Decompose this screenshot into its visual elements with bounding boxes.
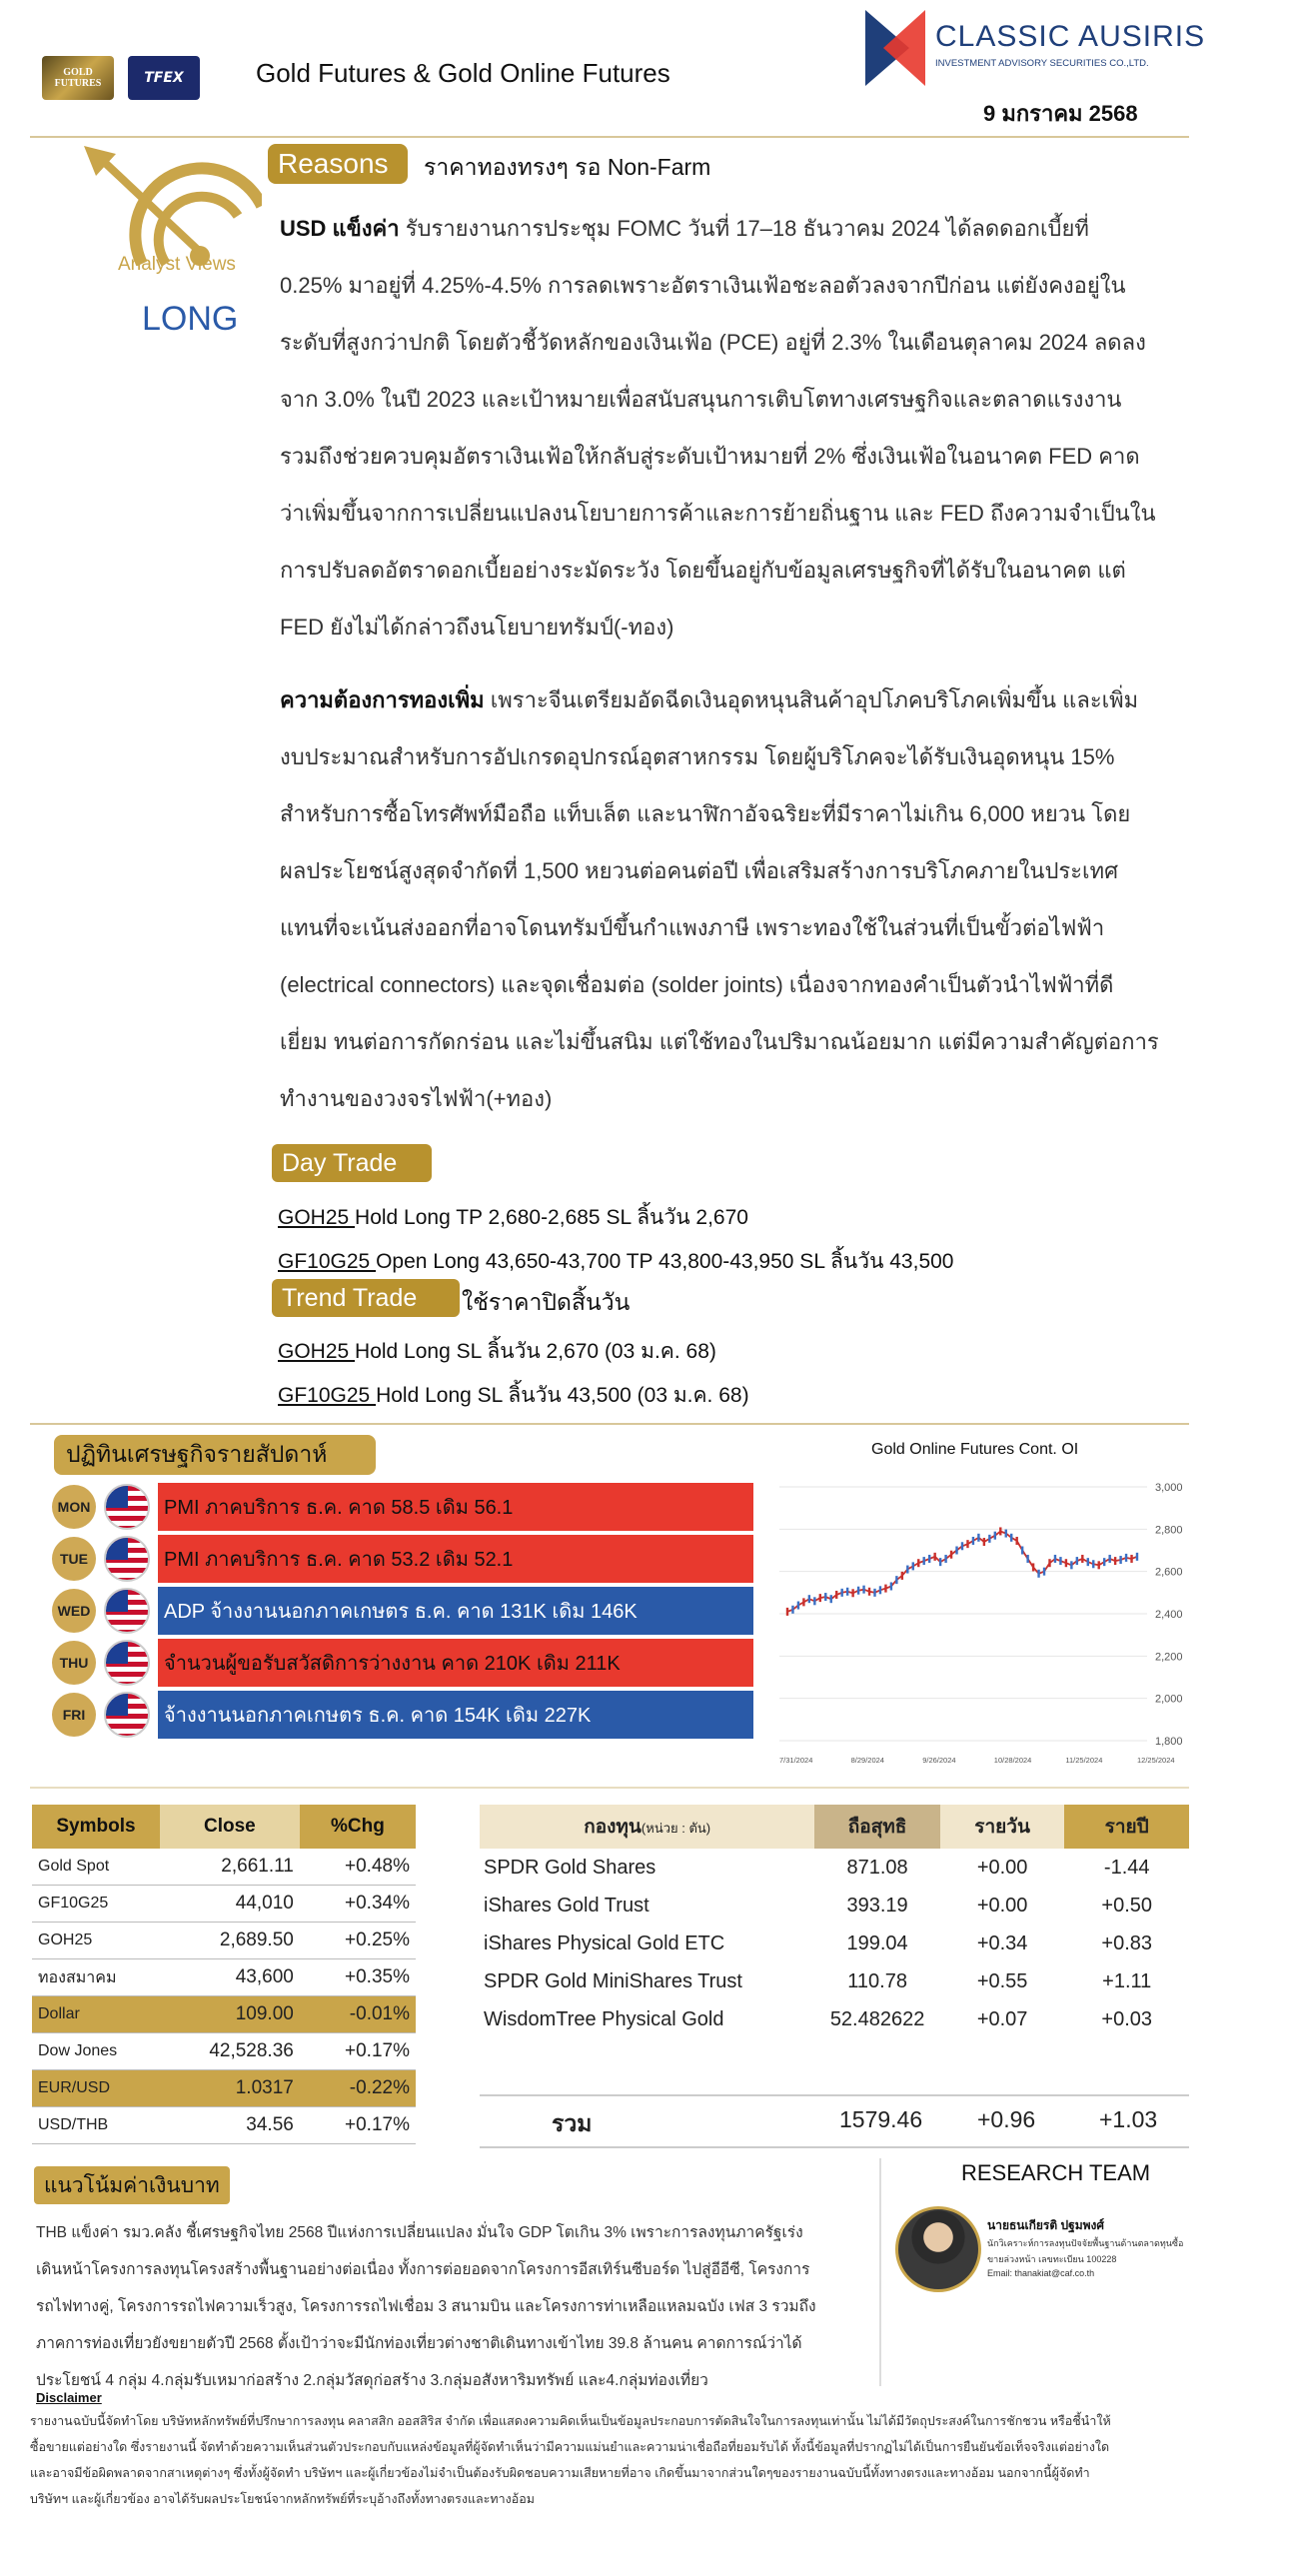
header-close: Close: [160, 1805, 300, 1849]
symbols-table-row: [32, 2107, 416, 2144]
symbols-table-row: [32, 1959, 416, 1996]
symbols-table-row: [32, 1886, 416, 1923]
trend-trade-symbol-1: GOH25: [278, 1340, 356, 1363]
close-cell: 42,528.36: [160, 2033, 300, 2070]
yearly-change-cell: +0.83: [1101, 1932, 1152, 1954]
chart-candle: [983, 1538, 985, 1546]
chart-candle: [917, 1559, 919, 1567]
chart-candle: [1103, 1558, 1105, 1566]
tfex-logo: [128, 56, 200, 100]
baht-line-1: THB แข็งค่า รมว.คลัง ชี้เศรษฐกิจไทย 2568 ปีแห่งการเปลี่ยนแปลง มั่นใจ GDP โตเกิน 3% เพราะการลงทุนภาครัฐเร่ง: [36, 2224, 803, 2241]
chart-candle: [895, 1576, 897, 1584]
chart-candle: [797, 1602, 799, 1610]
analyst-email: Email: thanakiat@caf.co.th: [987, 2268, 1095, 2278]
chart-x-tick-label: 9/26/2024: [922, 1756, 956, 1765]
chg-cell: +0.25%: [300, 1923, 416, 1959]
header-chg: %Chg: [300, 1805, 416, 1849]
etf-total-net: 1579.46: [839, 2106, 923, 2132]
reason-2-line-2: งบประมาณสำหรับการอัปเกรดอุปกรณ์อุตสาหกรรม โดยผู้บริโภคจะได้รับเงินอุดหนุน 15%: [280, 744, 1115, 769]
close-cell: 2,661.11: [160, 1849, 300, 1886]
analyst-role-1: นักวิเคราะห์การลงทุนปัจจัยพื้นฐานด้านตลาดทุนซื้อ: [987, 2238, 1184, 2248]
etf-total-row: [480, 2094, 1189, 2148]
chart-candle: [857, 1587, 859, 1595]
chart-candle: [884, 1585, 886, 1593]
etf-table-row: [480, 1962, 1189, 2000]
symbols-table-header: [32, 1805, 416, 1849]
analyst-avatar: [895, 2206, 981, 2292]
chart-candle: [901, 1572, 903, 1580]
gold-futures-logo-text: GOLD FUTURES: [54, 67, 102, 89]
chart-candle: [1076, 1557, 1078, 1565]
chart-candle: [939, 1558, 941, 1566]
chart-candle: [879, 1586, 881, 1594]
baht-line-2: เดินหน้าโครงการลงทุนโครงสร้างพื้นฐานอย่างต่อเนื่อง ทั้งการต่อยอดจากโครงการอีสเทิร์นซีบอร์ด ไปสู่อีอีซี, โครงการ: [36, 2261, 810, 2278]
chart-candle: [808, 1595, 810, 1603]
symbols-table-row: [32, 1849, 416, 1886]
chart-candle: [928, 1555, 930, 1563]
baht-outlook-label-text: แนวโน้มค่าเงินบาท: [44, 2173, 220, 2197]
chart-candle: [890, 1582, 892, 1590]
fund-name-cell: SPDR Gold MiniShares Trust: [484, 1969, 742, 1992]
chart-candle: [1059, 1557, 1061, 1565]
chart-candle: [819, 1594, 821, 1602]
trend-trade-line-1: GOH25 Hold Long SL ลิ้นวัน 2,670 (03 ม.ค. 68): [278, 1340, 716, 1363]
chart-x-tick-label: 7/31/2024: [779, 1756, 813, 1765]
symbol-cell: GF10G25: [32, 1886, 160, 1923]
calendar-event-thu: จำนวนผู้ขอรับสวัสดิการว่างงาน คาด 210K เดิม 211K: [158, 1639, 753, 1687]
reason-2-line-7: เยี่ยม ทนต่อการกัดกร่อน และไม่ขึ้นสนิม แต่ใช้ทองในปริมาณน้อยมาก แต่มีความสำคัญต่อการ: [280, 1029, 1159, 1054]
research-team-box: [879, 2158, 1193, 2386]
us-flag-icon: [104, 1588, 150, 1634]
chg-cell: -0.22%: [300, 2070, 416, 2107]
reason-1-line-3: ระดับที่สูงกว่าปกติ โดยตัวชี้วัดหลักของเงินเฟ้อ (PCE) อยู่ที่ 2.3% ในเดือนตุลาคม 2024 ลดลง: [280, 330, 1146, 355]
fund-name-cell: SPDR Gold Shares: [484, 1856, 656, 1879]
chg-cell: +0.34%: [300, 1886, 416, 1923]
chart-candle: [955, 1547, 957, 1555]
chg-cell: +0.48%: [300, 1849, 416, 1886]
analyst-view-long: LONG: [142, 300, 239, 338]
chart-y-tick-label: 2,600: [1155, 1566, 1183, 1579]
chart-candle: [1054, 1555, 1056, 1563]
chart-candle: [824, 1593, 826, 1601]
reason-paragraph-2: [280, 671, 1199, 1127]
tfex-logo-text: TFEX: [144, 70, 184, 86]
trend-trade-label: [272, 1279, 460, 1317]
chart-x-tick-label: 12/25/2024: [1137, 1756, 1175, 1765]
chart-y-tick-label: 2,200: [1155, 1651, 1183, 1664]
baht-outlook-label: [34, 2166, 230, 2204]
chart-candle: [1108, 1555, 1110, 1563]
symbols-table-row: [32, 1996, 416, 2033]
net-holding-cell: 199.04: [846, 1932, 908, 1954]
chart-candle: [906, 1566, 908, 1574]
close-cell: 2,689.50: [160, 1923, 300, 1959]
symbol-cell: GOH25: [32, 1923, 160, 1959]
header-symbols: Symbols: [32, 1805, 160, 1849]
page-title: Gold Futures & Gold Online Futures: [256, 58, 670, 88]
chart-candle: [1119, 1556, 1121, 1564]
day-trade-label: [272, 1144, 432, 1182]
reason-2-line-5: แทนที่จะเน้นส่งออกที่อาจโดนทรัมป์ขึ้นกำแพงภาษี เพราะทองใช้ในส่วนที่เป็นขั้วต่อไฟฟ้า: [280, 915, 1105, 940]
net-holding-cell: 871.08: [846, 1856, 908, 1879]
disclaimer-line-2: ซื้อขายแต่อย่างใด ซึ่งรายงานนี้ จัดทำด้วยความเห็นส่วนตัวประกอบกับแหล่งข้อมูลที่ผู้จัดทำเห็นว่ามีความแม่นยำและความน่าเชื่อถือที่ยอมรับได้ ทั้งนี้ข้อมูลที่ปรากฏไม่ได้เป็นการยืนยันข้อเท็จจริงแต่อย่างใด: [30, 2440, 1110, 2454]
calendar-event-wed: ADP จ้างงานนอกภาคเกษตร ธ.ค. คาด 131K เดิม 146K: [158, 1587, 753, 1635]
day-trade-line-2: GF10G25 Open Long 43,650-43,700 TP 43,800-43,950 SL ลิ้นวัน 43,500: [278, 1250, 954, 1273]
trade-divider: [30, 1423, 1189, 1425]
chart-candle: [1087, 1558, 1089, 1566]
fund-name-cell: iShares Physical Gold ETC: [484, 1932, 725, 1954]
chart-candle: [972, 1537, 974, 1545]
chart-candle: [1021, 1547, 1023, 1555]
reason-1-line-7: การปรับลดอัตราดอกเบี้ยอย่างระมัดระวัง โดยขึ้นอยู่กับข้อมูลเศรษฐกิจที่ได้รับในอนาคต แต่: [280, 558, 1126, 583]
trend-trade-symbol-2: GF10G25: [278, 1384, 377, 1407]
chart-y-tick-label: 2,800: [1155, 1524, 1183, 1537]
chart-y-tick-label: 2,400: [1155, 1609, 1183, 1621]
chart-candle: [1125, 1554, 1127, 1562]
chart-candle: [1081, 1555, 1083, 1563]
chart-candle: [1114, 1557, 1116, 1565]
disclaimer-line-1: รายงานฉบับนี้จัดทำโดย บริษัทหลักทรัพย์ที่ปรึกษาการลงทุน คลาสสิก ออสสิริส จำกัด เพื่อแสดงความคิดเห็นเป็นข้อมูลประกอบการตัดสินใจในการลงทุนเท่านั้น ไม่ได้มีวัตถุประสงค์ในการชักชวน หรือชี้นำให้: [30, 2414, 1111, 2428]
chart-x-tick-label: 10/28/2024: [993, 1756, 1032, 1765]
chart-candle: [851, 1589, 853, 1597]
etf-table-row: [480, 1887, 1189, 1925]
etf-total-label: รวม: [552, 2110, 593, 2136]
yearly-change-cell: +0.50: [1101, 1894, 1152, 1917]
chart-candle: [835, 1591, 837, 1599]
calendar-label-text: ปฏิทินเศรษฐกิจรายสัปดาห์: [66, 1441, 328, 1467]
us-flag-icon: [104, 1536, 150, 1582]
chart-candle: [830, 1595, 832, 1603]
reasons-headline: ราคาทองทรงๆ รอ Non-Farm: [424, 154, 711, 180]
reason-2-line-1: ความต้องการทองเพิ่ม เพราะจีนเตรียมอัดฉีดเงินอุดหนุนสินค้าอุปโภคบริโภคเพิ่มขึ้น และเพิ่ม: [280, 687, 1139, 712]
fund-name-cell: WisdomTree Physical Gold: [484, 2007, 724, 2030]
chart-y-tick-label: 2,000: [1155, 1693, 1183, 1706]
day-trade-label-text: Day Trade: [282, 1148, 398, 1177]
reason-1-line-1: USD แข็งค่า รับรายงานการประชุม FOMC วันที่ 17–18 ธันวาคม 2024 ได้ลดดอกเบี้ยที่: [280, 216, 1089, 241]
chart-candle: [813, 1597, 815, 1605]
reason-1-lead: USD แข็งค่า: [280, 216, 400, 241]
symbol-cell: Gold Spot: [32, 1849, 160, 1886]
symbol-cell: EUR/USD: [32, 2070, 160, 2107]
reason-2-line-6: (electrical connectors) และจุดเชื่อมต่อ (solder joints) เนื่องจากทองคำเป็นตัวนำไฟฟ้าที่ดี: [280, 972, 1114, 997]
day-wed-badge: WED: [52, 1589, 96, 1633]
chart-y-tick-label: 3,000: [1155, 1482, 1183, 1494]
fund-name-cell: iShares Gold Trust: [484, 1894, 649, 1917]
calendar-label: [54, 1435, 376, 1475]
close-cell: 109.00: [160, 1996, 300, 2033]
header-daily: รายวัน: [940, 1805, 1065, 1849]
chart-candle: [1032, 1563, 1034, 1571]
chart-candle: [1015, 1537, 1017, 1545]
chart-candle: [862, 1586, 864, 1594]
reason-1-line-6: ว่าเพิ่มขึ้นจากการเปลี่ยนแปลงนโยบายการค้าและการย้ายถิ่นฐาน และ FED ถึงความจำเป็นใน: [280, 501, 1156, 526]
chg-cell: -0.01%: [300, 1996, 416, 2033]
baht-outlook-text: [36, 2214, 865, 2399]
close-cell: 34.56: [160, 2107, 300, 2144]
chart-candle: [966, 1540, 968, 1548]
target-arrow-icon: [82, 146, 262, 266]
symbol-cell: Dollar: [32, 1996, 160, 2033]
symbols-table-row: [32, 2070, 416, 2107]
chart-candle: [1070, 1561, 1072, 1569]
close-cell: 1.0317: [160, 2070, 300, 2107]
chart-candle: [1037, 1570, 1039, 1578]
chart-candle: [868, 1588, 870, 1596]
reason-1-line-4: จาก 3.0% ในปี 2023 และเป้าหมายเพื่อสนับสนุนการเติบโตทางเศรษฐกิจและตลาดแรงงาน: [280, 387, 1122, 412]
net-holding-cell: 52.482622: [829, 2007, 925, 2030]
chg-cell: +0.35%: [300, 1959, 416, 1996]
day-mon-badge: MON: [52, 1485, 96, 1529]
trend-trade-note: ใช้ราคาปิดสิ้นวัน: [462, 1289, 631, 1315]
us-flag-icon: [104, 1640, 150, 1686]
header-fund: [480, 1805, 814, 1849]
etf-table-row: [480, 1849, 1189, 1887]
chart-candle: [933, 1553, 935, 1561]
chart-candle: [999, 1527, 1001, 1535]
header-fund-label: กองทุน: [584, 1817, 642, 1838]
gold-futures-logo: [42, 56, 114, 100]
chart-candle: [1136, 1553, 1138, 1561]
company-subtitle: INVESTMENT ADVISORY SECURITIES CO.,LTD.: [935, 58, 1149, 69]
daily-change-cell: +0.55: [976, 1969, 1028, 1992]
day-tue-badge: TUE: [52, 1537, 96, 1581]
header-net: ถือสุทธิ: [814, 1805, 940, 1849]
etf-table-row: [480, 1925, 1189, 1962]
calendar-event-tue: PMI ภาคบริการ ธ.ค. คาด 53.2 เดิม 52.1: [158, 1535, 753, 1583]
analyst-name: นายธนเกียรติ ปฐมพงศ์: [987, 2218, 1105, 2232]
reason-2-line-4: ผลประโยชน์สูงสุดจำกัดที่ 1,500 หยวนต่อคนต่อปี เพื่อเสริมสร้างการบริโภคภายในประเทศ: [280, 858, 1119, 883]
chart-title: Gold Online Futures Cont. OI: [871, 1441, 1079, 1458]
reason-1-line-2: 0.25% มาอยู่ที่ 4.25%-4.5% การลดเพราะอัตราเงินเฟ้อชะลอตัวลงจากปีก่อน แต่ยังคงอยู่ใน: [280, 273, 1126, 298]
calendar-divider: [30, 1787, 1189, 1789]
chart-candle: [1010, 1534, 1012, 1542]
chart-x-tick-label: 8/29/2024: [850, 1756, 884, 1765]
close-cell: 44,010: [160, 1886, 300, 1923]
yearly-change-cell: +1.11: [1102, 1969, 1152, 1992]
net-holding-cell: 393.19: [846, 1894, 908, 1917]
chart-candle: [802, 1598, 804, 1606]
chart-candle: [912, 1562, 914, 1570]
symbols-table-row: [32, 1923, 416, 1959]
chart-candle: [923, 1557, 925, 1565]
calendar-event-fri: จ้างงานนอกภาคเกษตร ธ.ค. คาด 154K เดิม 227K: [158, 1691, 753, 1739]
baht-line-4: ภาคการท่องเที่ยวยังขยายตัวปี 2568 ตั้งเป้าว่าจะมีนักท่องเที่ยวต่างชาติเดินทางเข้าไทย 39.8 ล้านคน คาดการณ์ว่าได้: [36, 2335, 802, 2352]
report-date: 9 มกราคม 2568: [983, 101, 1138, 126]
company-name: CLASSIC AUSIRIS: [935, 20, 1206, 53]
reasons-label-text: Reasons: [278, 148, 389, 179]
reason-paragraph-1: [280, 200, 1199, 655]
symbol-cell: Dow Jones: [32, 2033, 160, 2070]
reason-2-line-3: สำหรับการซื้อโทรศัพท์มือถือ แท็บเล็ต และนาฬิกาอัจฉริยะที่มีราคาไม่เกิน 6,000 หยวน โดย: [280, 801, 1131, 826]
chart-x-tick-label: 11/25/2024: [1065, 1756, 1103, 1765]
chart-candle: [1043, 1568, 1045, 1576]
chart-candle: [950, 1551, 952, 1559]
reason-2-lead: ความต้องการทองเพิ่ม: [280, 687, 485, 712]
etf-table-header: [480, 1805, 1189, 1849]
close-cell: 43,600: [160, 1959, 300, 1996]
chg-cell: +0.17%: [300, 2033, 416, 2070]
baht-line-5: ประโยชน์ 4 กลุ่ม 4.กลุ่มรับเหมาก่อสร้าง 2.กลุ่มวัสดุก่อสร้าง 3.กลุ่มอสังหาริมทรัพย์ และ4.กลุ่มท่องเที่ยว: [36, 2372, 708, 2389]
chart-candle: [840, 1589, 842, 1597]
chart-candle: [1026, 1555, 1028, 1563]
chart-candle: [873, 1589, 875, 1597]
disclaimer-line-4: บริษัทฯ และผู้เกี่ยวข้อง อาจได้รับผลประโยชน์จากหลักทรัพย์ที่ระบุอ้างถึงทั้งทางตรงและทางอ้อม: [30, 2492, 535, 2506]
etf-total-yearly: +1.03: [1099, 2106, 1158, 2132]
chart-candle: [1005, 1530, 1007, 1538]
chart-candle: [1065, 1559, 1067, 1567]
chart-y-tick-label: 1,800: [1155, 1736, 1183, 1748]
reasons-label: [268, 144, 408, 184]
day-thu-badge: THU: [52, 1641, 96, 1685]
daily-change-cell: +0.34: [976, 1932, 1028, 1954]
gold-oi-chart: [769, 1479, 1209, 1769]
trend-trade-label-text: Trend Trade: [282, 1283, 418, 1312]
analyst-views-label: Analyst Views: [118, 254, 236, 275]
reason-2-line-8: ทำงานของวงจรไฟฟ้า(+ทอง): [280, 1086, 553, 1111]
etf-table-row: [480, 2000, 1189, 2038]
trend-trade-line-2: GF10G25 Hold Long SL ลิ้นวัน 43,500 (03 ม.ค. 68): [278, 1384, 749, 1407]
chart-candle: [1048, 1559, 1050, 1567]
disclaimer-line-3: และอาจมีข้อผิดพลาดจากสาเหตุต่างๆ ซึ่งทั้งผู้จัดทำ บริษัทฯ และผู้เกี่ยวข้องไม่จำเป็นต้องรับผิดชอบความเสียหายที่อาจ เกิดขึ้นมาจากส่วนใดๆของรายงานฉบับนี้ทั้งทางตรงและทางอ้อม นอกจากนี้ผู้จัดทำ: [30, 2466, 1090, 2480]
company-logo-mark: [865, 10, 925, 86]
chart-candle: [1130, 1555, 1132, 1563]
day-fri-badge: FRI: [52, 1693, 96, 1737]
disclaimer-text: [30, 2408, 1199, 2512]
daily-change-cell: +0.00: [976, 1894, 1028, 1917]
research-team-label: RESEARCH TEAM: [961, 2160, 1151, 2185]
chart-candle: [791, 1606, 793, 1614]
etf-total-daily: +0.96: [977, 2106, 1036, 2132]
chart-candle: [944, 1555, 946, 1563]
etf-holdings-table: [480, 1805, 1189, 2038]
chart-candle: [1092, 1560, 1094, 1568]
calendar-event-mon: PMI ภาคบริการ ธ.ค. คาด 58.5 เดิม 56.1: [158, 1483, 753, 1531]
header-yearly: รายปี: [1064, 1805, 1189, 1849]
header-fund-unit: (หน่วย : ตัน): [641, 1821, 711, 1836]
chart-candle: [1098, 1561, 1100, 1569]
us-flag-icon: [104, 1484, 150, 1530]
yearly-change-cell: +0.03: [1101, 2007, 1152, 2030]
day-trade-line-1: GOH25 Hold Long TP 2,680-2,685 SL ลิ้นวัน 2,670: [278, 1206, 748, 1229]
net-holding-cell: 110.78: [847, 1969, 907, 1992]
symbols-table-row: [32, 2033, 416, 2070]
header-divider: [30, 136, 1189, 138]
chart-candle: [786, 1608, 788, 1616]
day-trade-symbol-2: GF10G25: [278, 1250, 377, 1273]
reason-1-line-5: รวมถึงช่วยควบคุมอัตราเงินเฟ้อให้กลับสู่ระดับเป้าหมายที่ 2% ซึ่งเงินเฟ้อในอนาคต FED คาด: [280, 444, 1140, 469]
disclaimer-label: Disclaimer: [36, 2390, 102, 2405]
yearly-change-cell: -1.44: [1103, 1856, 1150, 1879]
symbol-cell: ทองสมาคม: [32, 1959, 160, 1996]
symbol-cell: USD/THB: [32, 2107, 160, 2144]
day-trade-symbol-1: GOH25: [278, 1206, 356, 1229]
symbols-table: [32, 1805, 416, 2144]
chart-candle: [961, 1542, 963, 1550]
us-flag-icon: [104, 1692, 150, 1738]
chart-candle: [977, 1534, 979, 1542]
reason-1-line-8: FED ยังไม่ได้กล่าวถึงนโยบายทรัมป์(-ทอง): [280, 615, 674, 640]
chart-candle: [988, 1535, 990, 1543]
chg-cell: +0.17%: [300, 2107, 416, 2144]
daily-change-cell: +0.07: [976, 2007, 1028, 2030]
daily-change-cell: +0.00: [976, 1856, 1028, 1879]
chart-candle: [994, 1532, 996, 1540]
baht-line-3: รถไฟทางคู่, โครงการรถไฟความเร็วสูง, โครงการรถไฟเชื่อม 3 สนามบิน และโครงการท่าเหลือแหลมฉบัง เฟส 3 รวมถึง: [36, 2298, 816, 2315]
analyst-role-2: ขายล่วงหน้า เลขทะเบียน 100228: [987, 2254, 1117, 2264]
chart-candle: [846, 1588, 848, 1596]
